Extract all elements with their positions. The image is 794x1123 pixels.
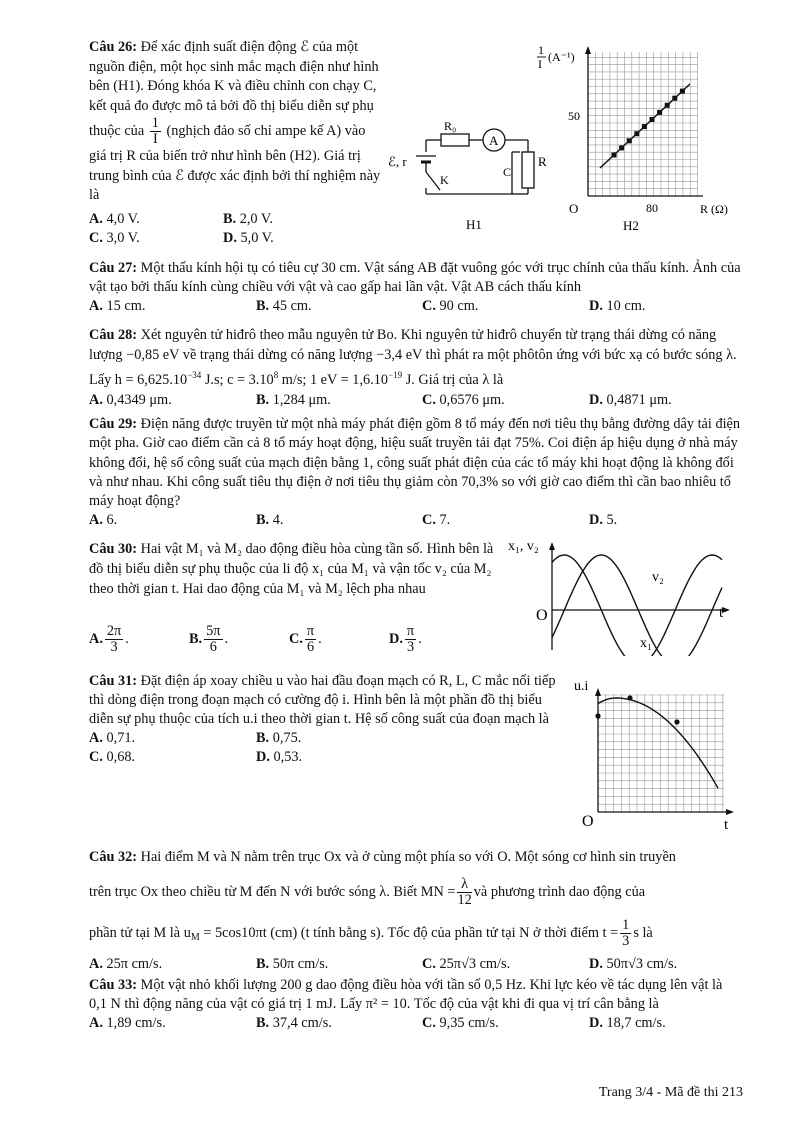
question-26-options	[89, 210, 385, 248]
x1-label: x₁	[640, 636, 652, 651]
graph-q31	[570, 674, 750, 834]
option-c[interactable]: C. 9,35 cm/s.	[422, 1015, 499, 1031]
data-point	[612, 153, 617, 158]
question-26-text-cont: (nghịch đảo số chỉ ampe kế A) vào giá trị R của biến trở như hình bên (H2). Giá trị trung bình của ℰ được xác định bởi thí nghiệm này là	[89, 122, 381, 203]
question-26-text: Để xác định suất điện động ℰ của một nguồn điện, một học sinh mắc mạch điện như hình bên (H1). Đóng khóa K và điều chỉnh con chạy C, kết quả đo được mô tả bởi đồ thị biểu diễn sự phụ thuộc của	[89, 39, 379, 139]
option-d[interactable]: D. 10 cm.	[589, 298, 646, 314]
option-d[interactable]: D. 5,0 V.	[223, 230, 274, 246]
ammeter-label: A	[489, 133, 499, 148]
question-28: Câu 28: Xét nguyên tử hiđrô theo mẫu nguyên tử Bo. Khi nguyên tử hiđrô chuyển từ trạng thái dừng có năng lượng −0,85 eV về trạng thái dừng có năng lượng −3,4 eV thì phát ra một phôtôn ứng với bức xạ có bước sóng λ. Lấy $h = 6,625.10^{-34}$ J.s; $c = 3.10^8$ m/s; 1 eV = $1,6.10^{-19}$ J. Giá trị của λ là A. 0,4349 μm. B. 1,284 μm. C. 0,6576 μm. D. 0,4871 μm.	[89, 327, 737, 408]
data-point	[680, 89, 685, 94]
h1-caption: H1	[466, 217, 482, 232]
question-26-label: Câu 26:	[89, 39, 138, 55]
option-b[interactable]: B. 37,4 cm/s.	[256, 1015, 332, 1031]
y-label-numerator: 1	[538, 43, 544, 57]
data-point	[672, 96, 677, 101]
data-point	[627, 695, 632, 700]
question-30: Câu 30: Hai vật M₁ và M₂ dao động điều hòa cùng tần số. Hình bên là đồ thị biểu diễn sự phụ thuộc của li độ x₁ của M₁ và vận tốc v₂ của M₂ theo thời gian t. Hai dao động của M₁ và M₂ lệch pha nhau	[89, 541, 494, 597]
option-a[interactable]: A. 4,0 V.	[89, 211, 140, 227]
data-point	[627, 138, 632, 143]
question-32: Câu 32: Hai điểm M và N nằm trên trục Ox và ở cùng một phía so với O. Một sóng cơ hình sin truyền trên trục Ox theo chiều từ M đến N với bước sóng λ. Biết MN = $\frac{\lambda}{12}$ và phương trình dao động của phần tử tại M là $u_M = 5\cos 10\pi t$ (cm) (t tính bằng s). Tốc độ của phần tử tại N ở thời điểm t = $\frac{1}{3}$ s là A. 25π cm/s. B. 50π cm/s. C. 25π√3 cm/s. D. 50π√3 cm/s.	[89, 849, 678, 972]
option-d[interactable]: D. 18,7 cm/s.	[589, 1015, 666, 1031]
option-a[interactable]: A. $\frac{2\pi}{3}$ .	[89, 623, 129, 655]
option-c[interactable]: C. $\frac{\pi}{6}$ .	[289, 623, 322, 655]
data-point	[657, 110, 662, 115]
data-point	[619, 145, 624, 150]
option-b[interactable]: B. 2,0 V.	[223, 211, 273, 227]
option-b[interactable]: B. 4.	[256, 512, 284, 529]
origin-label: O	[582, 813, 594, 830]
option-c[interactable]: C. 3,0 V.	[89, 230, 140, 246]
data-point	[674, 719, 679, 724]
data-point	[595, 713, 600, 718]
question-33: Câu 33: Một vật nhỏ khối lượng 200 g dao động điều hòa với tần số 0,5 Hz. Khi lực kéo về tác dụng lên vật là 0,1 N thì động năng của vật có giá trị 1 mJ. Lấy π² = 10. Tốc độ của vật khi đi qua vị trí cân bằng là A. 1,89 cm/s. B. 37,4 cm/s. C. 9,35 cm/s. D. 18,7 cm/s.	[89, 977, 723, 1031]
option-d[interactable]: D. 50π√3 cm/s.	[589, 956, 678, 972]
option-c[interactable]: C. 90 cm.	[422, 298, 479, 314]
x-axis-label: t	[724, 817, 729, 833]
data-point	[634, 131, 639, 136]
question-29: Câu 29: Điện năng được truyền từ một nhà máy phát điện gồm 8 tổ máy đến nơi tiêu thụ bằng đường dây tải điện một pha. Giờ cao điểm cần cả 8 tổ máy hoạt động, hiệu suất truyền tải đạt 75%. Coi điện áp hiệu dụng ở nhà máy không đổi, hệ số công suất của mạch điện bằng 1, công suất phát điện của các tổ máy khi hoạt động là không đổi và như nhau. Khi công suất tiêu thụ điện ở nơi tiêu thụ giảm còn 70,3% so với giờ cao điểm thì cần bao nhiêu tổ máy hoạt động? A. 6. B. 4. C. 7. D. 5.	[89, 415, 743, 530]
option-b[interactable]: B. 1,284 μm.	[256, 392, 331, 408]
option-a[interactable]: A. 0,71.	[89, 730, 136, 746]
question-31: Câu 31: Đặt điện áp xoay chiều u vào hai đầu đoạn mạch có R, L, C mắc nối tiếp thì dòng điện trong đoạn mạch có cường độ i. Hình bên là một phần đồ thị biểu diễn sự phụ thuộc của tích u.i theo thời gian t. Hệ số công suất của đoạn mạch là A. 0,71. B. 0,75. C. 0,68. D. 0,53.	[89, 673, 556, 765]
option-c[interactable]: C. 0,6576 μm.	[422, 392, 505, 408]
h2-caption: H2	[623, 218, 639, 233]
x-axis-label: R (Ω)	[700, 202, 728, 216]
option-a[interactable]: A. 6.	[89, 512, 118, 529]
graph-h2	[528, 38, 743, 238]
r0-label: R₀	[444, 119, 457, 133]
option-b[interactable]: B. 0,75.	[256, 730, 302, 746]
option-a[interactable]: A. 25π cm/s.	[89, 956, 163, 972]
y-axis-label: x₁, v₂	[508, 539, 539, 554]
y-unit: (A⁻¹)	[548, 50, 575, 64]
data-point	[665, 103, 670, 108]
option-c[interactable]: C. 25π√3 cm/s.	[422, 956, 511, 972]
option-a[interactable]: A. 1,89 cm/s.	[89, 1015, 166, 1031]
page-footer: Trang 3/4 - Mã đề thi 213	[598, 1085, 743, 1100]
question-27: Câu 27: Một thấu kính hội tụ có tiêu cự 30 cm. Vật sáng AB đặt vuông góc với trục chính của thấu kính. Ảnh của vật tạo bởi thấu kính cùng chiều với vật và cao gấp hai lần vật. Vật AB cách thấu kính A. 15 cm. B. 45 cm. C. 90 cm. D. 10 cm.	[89, 260, 741, 314]
origin-label: O	[569, 201, 579, 216]
option-d[interactable]: D. 0,4871 μm.	[589, 392, 672, 408]
x-tick-80: 80	[646, 201, 658, 215]
question-26-fraction: $\frac{1}{I}$	[151, 115, 159, 147]
option-a[interactable]: A. 0,4349 μm.	[89, 392, 172, 408]
option-d[interactable]: D. $\frac{\pi}{3}$ .	[389, 623, 422, 655]
y-axis-label: u.i	[574, 679, 589, 694]
x-axis-label: t	[719, 605, 724, 621]
y-tick-50: 50	[568, 109, 580, 123]
data-point	[650, 117, 655, 122]
option-b[interactable]: B. 50π cm/s.	[256, 956, 329, 972]
slider-label: C	[503, 165, 512, 179]
question-30-options	[89, 624, 501, 658]
data-point	[642, 124, 647, 129]
option-b[interactable]: B. $\frac{5\pi}{6}$ .	[189, 623, 229, 655]
option-c[interactable]: C. 7.	[422, 512, 451, 529]
source-label: ℰ, r	[388, 154, 407, 169]
option-c[interactable]: C. 0,68.	[89, 749, 136, 765]
v2-label: v₂	[652, 570, 664, 585]
y-label-denominator: I	[538, 57, 542, 71]
graph-q30	[506, 536, 756, 656]
origin-label: O	[536, 607, 548, 624]
question-26	[89, 38, 385, 206]
option-b[interactable]: B. 45 cm.	[256, 298, 312, 314]
option-d[interactable]: D. 5.	[589, 512, 618, 529]
option-d[interactable]: D. 0,53.	[256, 749, 303, 765]
option-a[interactable]: A. 15 cm.	[89, 298, 146, 314]
switch-label: K	[440, 173, 449, 187]
rheostat-label: R	[538, 154, 547, 169]
